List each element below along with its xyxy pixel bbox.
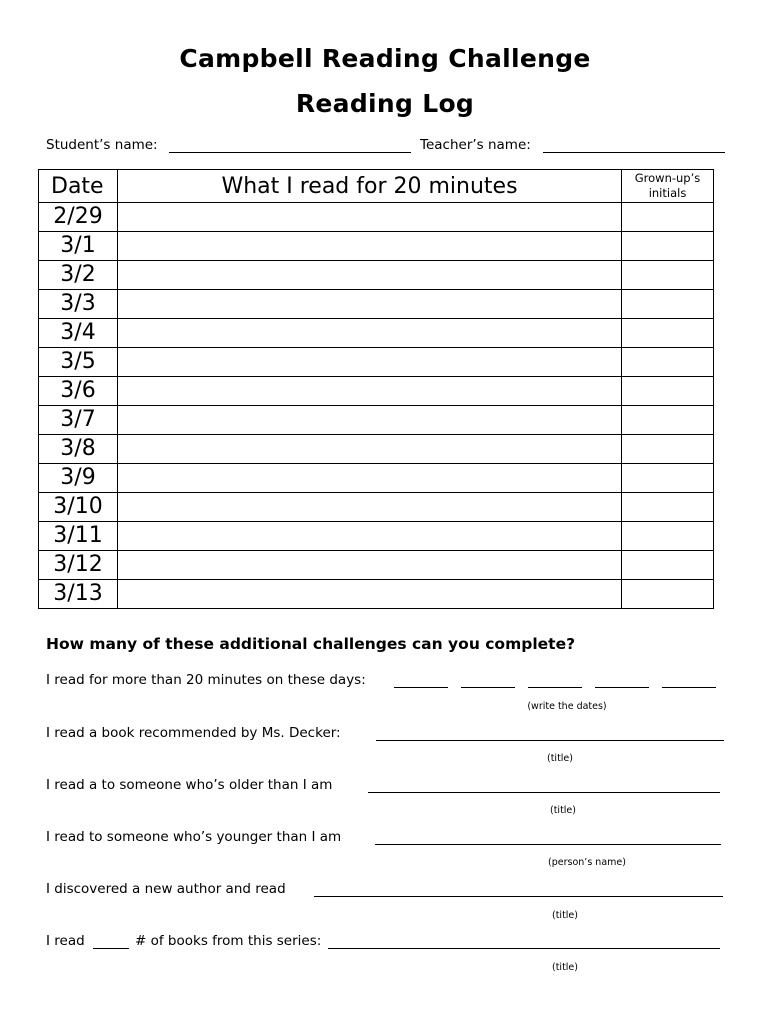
challenge-row-recommended-book	[46, 725, 726, 745]
challenge-text: I discovered a new author and read	[46, 881, 286, 897]
table-row	[39, 464, 714, 493]
title-caption: (title)	[550, 805, 576, 816]
student-name-label: Student’s name:	[46, 137, 158, 153]
date-cell: 3/3	[39, 290, 118, 319]
date-cell: 3/8	[39, 435, 118, 464]
date-blank-4[interactable]	[595, 687, 649, 688]
date-blank-1[interactable]	[394, 687, 448, 688]
table-row	[39, 406, 714, 435]
table-row	[39, 348, 714, 377]
table-row	[39, 319, 714, 348]
page-title: Campbell Reading Challenge	[179, 44, 591, 73]
what-read-cell[interactable]	[118, 406, 622, 435]
what-read-cell[interactable]	[118, 377, 622, 406]
initials-cell[interactable]	[622, 290, 714, 319]
write-dates-caption: (write the dates)	[527, 701, 607, 712]
what-read-cell[interactable]	[118, 261, 622, 290]
date-cell: 3/5	[39, 348, 118, 377]
table-row	[39, 522, 714, 551]
initials-cell[interactable]	[622, 464, 714, 493]
read-to-older-title-field[interactable]	[368, 792, 720, 793]
date-blank-3[interactable]	[528, 687, 582, 688]
challenge-text-after: # of books from this series:	[135, 933, 322, 949]
initials-cell[interactable]	[622, 522, 714, 551]
what-read-cell[interactable]	[118, 232, 622, 261]
challenge-text: I read a book recommended by Ms. Decker:	[46, 725, 341, 741]
date-cell: 3/7	[39, 406, 118, 435]
initials-column-header: Grown-up’s initials	[622, 170, 714, 203]
what-read-cell[interactable]	[118, 464, 622, 493]
new-author-title-field[interactable]	[314, 896, 723, 897]
initials-cell[interactable]	[622, 377, 714, 406]
series-title-field[interactable]	[328, 948, 720, 949]
challenge-text-before: I read	[46, 933, 85, 949]
what-read-cell[interactable]	[118, 580, 622, 609]
table-row	[39, 493, 714, 522]
teacher-name-field[interactable]	[543, 152, 725, 153]
page-subtitle: Reading Log	[295, 89, 475, 118]
names-line	[46, 137, 726, 157]
date-blank-5[interactable]	[662, 687, 716, 688]
challenge-text: I read to someone who’s younger than I am	[46, 829, 342, 845]
recommended-book-title-field[interactable]	[376, 740, 724, 741]
initials-cell[interactable]	[622, 232, 714, 261]
challenge-row-series-books	[46, 933, 726, 953]
table-row	[39, 290, 714, 319]
reading-log-table	[38, 169, 714, 609]
what-read-cell[interactable]	[118, 435, 622, 464]
date-cell: 3/12	[39, 551, 118, 580]
table-row	[39, 261, 714, 290]
teacher-name-label: Teacher’s name:	[420, 137, 531, 153]
read-to-younger-name-field[interactable]	[375, 844, 721, 845]
what-read-cell[interactable]	[118, 348, 622, 377]
challenge-row-read-to-younger	[46, 829, 726, 849]
initials-cell[interactable]	[622, 348, 714, 377]
date-cell: 3/2	[39, 261, 118, 290]
date-blank-2[interactable]	[461, 687, 515, 688]
date-cell: 3/10	[39, 493, 118, 522]
challenges-question: How many of these additional challenges can you complete?	[46, 635, 576, 653]
student-name-field[interactable]	[169, 152, 411, 153]
date-cell: 3/11	[39, 522, 118, 551]
initials-cell[interactable]	[622, 580, 714, 609]
table-row	[39, 551, 714, 580]
date-cell: 2/29	[39, 203, 118, 232]
what-read-cell[interactable]	[118, 203, 622, 232]
challenge-text: I read for more than 20 minutes on these days:	[46, 672, 366, 688]
table-row	[39, 203, 714, 232]
what-read-cell[interactable]	[118, 290, 622, 319]
initials-cell[interactable]	[622, 493, 714, 522]
initials-cell[interactable]	[622, 406, 714, 435]
title-caption: (title)	[552, 910, 578, 921]
date-cell: 3/13	[39, 580, 118, 609]
initials-cell[interactable]	[622, 435, 714, 464]
initials-cell[interactable]	[622, 261, 714, 290]
what-read-column-header: What I read for 20 minutes	[118, 170, 622, 203]
challenge-row-extra-days	[46, 672, 726, 692]
initials-cell[interactable]	[622, 203, 714, 232]
date-cell: 3/9	[39, 464, 118, 493]
title-caption: (title)	[547, 753, 573, 764]
what-read-cell[interactable]	[118, 522, 622, 551]
book-count-blank[interactable]	[93, 948, 129, 949]
date-column-header: Date	[39, 170, 118, 203]
initials-cell[interactable]	[622, 551, 714, 580]
table-row	[39, 435, 714, 464]
what-read-cell[interactable]	[118, 551, 622, 580]
date-cell: 3/1	[39, 232, 118, 261]
table-row	[39, 232, 714, 261]
challenge-text: I read a to someone who’s older than I am	[46, 777, 333, 793]
challenge-row-read-to-older	[46, 777, 726, 797]
what-read-cell[interactable]	[118, 493, 622, 522]
table-header-row	[39, 170, 714, 203]
table-row	[39, 377, 714, 406]
challenge-row-new-author	[46, 881, 726, 901]
date-cell: 3/4	[39, 319, 118, 348]
table-row	[39, 580, 714, 609]
persons-name-caption: (person’s name)	[548, 857, 626, 868]
what-read-cell[interactable]	[118, 319, 622, 348]
title-caption: (title)	[552, 962, 578, 973]
initials-cell[interactable]	[622, 319, 714, 348]
date-cell: 3/6	[39, 377, 118, 406]
